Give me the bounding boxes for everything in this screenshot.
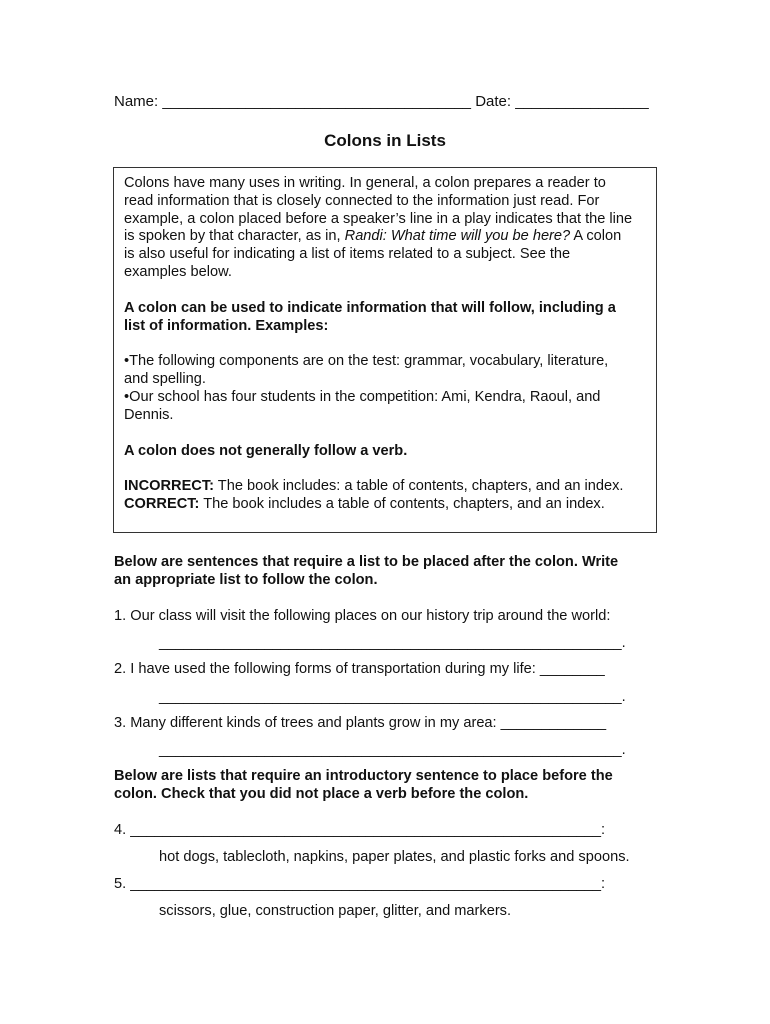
header-line — [114, 93, 649, 110]
info-box-text — [124, 175, 649, 514]
question-1: 1. Our class will visit the following places on our history trip around the world: — [114, 608, 611, 624]
question-5-list: scissors, glue, construction paper, glitter, and markers. — [159, 903, 512, 919]
intro-text: is spoken by that character, as in, — [124, 228, 345, 245]
date-field[interactable]: ________________ — [515, 93, 649, 110]
question-3: 3. Many different kinds of trees and plants grow in my area: _____________ — [114, 715, 607, 731]
correct-label: CORRECT: — [124, 496, 200, 513]
instructions-line: Below are sentences that require a list to be placed after the colon. Write — [114, 554, 619, 570]
instructions-line: an appropriate list to follow the colon. — [114, 572, 378, 588]
answer-line-1[interactable]: _________________________________________________________. — [159, 635, 626, 651]
intro-line: Colons have many uses in writing. In general, a colon prepares a reader to — [124, 175, 606, 191]
intro-example-italic: Randi: What time will you be here? — [344, 228, 571, 245]
instructions-line: colon. Check that you did not place a verb before the colon. — [114, 786, 529, 802]
rule-heading: A colon does not generally follow a verb. — [124, 442, 408, 459]
question-5[interactable]: 5. __________________________________________________________: — [114, 876, 606, 892]
correct-example — [124, 496, 649, 514]
question-4-list: hot dogs, tablecloth, napkins, paper plates, and plastic forks and spoons. — [159, 849, 630, 865]
answer-line-3[interactable]: _________________________________________________________. — [159, 742, 626, 758]
intro-line: read information that is closely connected to the information just read. For — [124, 192, 600, 209]
date-label: Date: — [471, 93, 516, 110]
section2-instructions — [114, 767, 654, 803]
intro-line — [124, 228, 649, 246]
example-line: and spelling. — [124, 371, 206, 388]
intro-line: is also useful for indicating a list of items related to a subject. See the — [124, 246, 571, 263]
section1-instructions — [114, 553, 654, 589]
question-4[interactable]: 4. __________________________________________________________: — [114, 822, 606, 838]
question-2: 2. I have used the following forms of transportation during my life: ________ — [114, 661, 605, 677]
name-field[interactable]: _____________________________________ — [162, 93, 472, 110]
name-label: Name: — [114, 93, 163, 110]
example-line: •Our school has four students in the competition: Ami, Kendra, Raoul, and — [124, 388, 601, 405]
rule-heading: A colon can be used to indicate information that will follow, including a — [124, 299, 616, 316]
answer-line-2[interactable]: _________________________________________________________. — [159, 689, 626, 705]
intro-text: A colon — [570, 228, 622, 245]
rule-heading: list of information. Examples: — [124, 317, 329, 334]
correct-text: The book includes a table of contents, chapters, and an index. — [199, 496, 605, 513]
incorrect-example — [124, 478, 649, 496]
example-line: Dennis. — [124, 406, 174, 423]
incorrect-label: INCORRECT: — [124, 478, 214, 495]
example-line: •The following components are on the test: grammar, vocabulary, literature, — [124, 353, 609, 370]
instructions-line: Below are lists that require an introductory sentence to place before the — [114, 768, 613, 784]
info-box — [113, 167, 657, 533]
page-title: Colons in Lists — [324, 131, 446, 150]
incorrect-text: The book includes: a table of contents, chapters, and an index. — [214, 478, 624, 495]
intro-line: example, a colon placed before a speaker’s line in a play indicates that the line — [124, 210, 633, 227]
intro-line: examples below. — [124, 263, 232, 280]
